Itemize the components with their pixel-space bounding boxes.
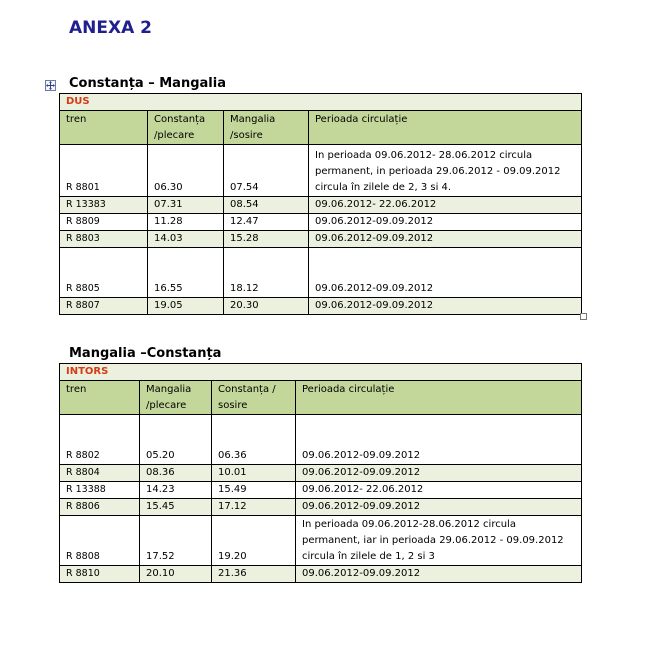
departure-cell: 06.30: [148, 145, 224, 197]
departure-cell: 08.36: [140, 465, 212, 482]
table-row: [60, 516, 582, 566]
departure-cell: 14.23: [140, 482, 212, 499]
departure-cell: 14.03: [148, 231, 224, 248]
train-cell: R 8808: [60, 516, 140, 566]
page-title: ANEXA 2: [69, 18, 153, 38]
column-header-period: Perioada circulație: [296, 381, 582, 415]
departure-cell: 11.28: [148, 214, 224, 231]
table-row: [60, 482, 582, 499]
period-cell: 09.06.2012-09.09.2012: [296, 566, 582, 583]
table-row: [60, 298, 582, 315]
train-cell: R 8805: [60, 248, 148, 298]
period-cell: 09.06.2012-09.09.2012: [309, 298, 582, 315]
period-cell: 09.06.2012-09.09.2012: [309, 214, 582, 231]
column-header-departure: Constanța /plecare: [148, 111, 224, 145]
train-cell: R 8810: [60, 566, 140, 583]
table-move-handle-icon[interactable]: [45, 80, 56, 91]
period-cell: 09.06.2012-09.09.2012: [309, 248, 582, 298]
departure-cell: 20.10: [140, 566, 212, 583]
arrival-cell: 18.12: [224, 248, 309, 298]
table-row: [60, 499, 582, 516]
table-row: [60, 214, 582, 231]
table-row: [60, 145, 582, 197]
column-header-train: tren: [60, 111, 148, 145]
table-row: [60, 566, 582, 583]
departure-cell: 17.52: [140, 516, 212, 566]
period-cell: 09.06.2012-09.09.2012: [309, 231, 582, 248]
train-cell: R 8802: [60, 415, 140, 465]
table-row: [60, 197, 582, 214]
arrival-cell: 17.12: [212, 499, 296, 516]
direction-label: DUS: [60, 94, 582, 111]
arrival-cell: 06.36: [212, 415, 296, 465]
arrival-cell: 12.47: [224, 214, 309, 231]
period-cell: In perioada 09.06.2012-28.06.2012 circula permanent, iar in perioada 29.06.2012 - 09.09.2012 circula în zilele de 1, 2 si 3: [296, 516, 582, 566]
train-cell: R 8803: [60, 231, 148, 248]
table-row: [60, 415, 582, 465]
column-header-period: Perioada circulație: [309, 111, 582, 145]
train-cell: R 8804: [60, 465, 140, 482]
schedule-table-dus: [59, 93, 582, 315]
train-cell: R 13383: [60, 197, 148, 214]
column-header-train: tren: [60, 381, 140, 415]
departure-cell: 15.45: [140, 499, 212, 516]
arrival-cell: 21.36: [212, 566, 296, 583]
train-cell: R 8801: [60, 145, 148, 197]
table-resize-handle-icon[interactable]: [580, 313, 587, 320]
train-cell: R 8807: [60, 298, 148, 315]
header-row: [60, 381, 582, 415]
table-title: Mangalia –Constanța: [69, 346, 222, 361]
period-cell: 09.06.2012-09.09.2012: [296, 465, 582, 482]
departure-cell: 19.05: [148, 298, 224, 315]
direction-label: INTORS: [60, 364, 582, 381]
arrival-cell: 08.54: [224, 197, 309, 214]
column-header-arrival: Mangalia /sosire: [224, 111, 309, 145]
table-row: [60, 465, 582, 482]
column-header-arrival: Constanța / sosire: [212, 381, 296, 415]
arrival-cell: 15.28: [224, 231, 309, 248]
period-cell: 09.06.2012- 22.06.2012: [296, 482, 582, 499]
train-cell: R 8806: [60, 499, 140, 516]
header-row: [60, 111, 582, 145]
arrival-cell: 20.30: [224, 298, 309, 315]
arrival-cell: 15.49: [212, 482, 296, 499]
period-cell: In perioada 09.06.2012- 28.06.2012 circula permanent, in perioada 29.06.2012 - 09.09.2012 circula în zilele de 2, 3 si 4.: [309, 145, 582, 197]
table-title: Constanța – Mangalia: [69, 76, 226, 91]
period-cell: 09.06.2012-09.09.2012: [296, 415, 582, 465]
train-cell: R 8809: [60, 214, 148, 231]
departure-cell: 05.20: [140, 415, 212, 465]
arrival-cell: 19.20: [212, 516, 296, 566]
column-header-departure: Mangalia /plecare: [140, 381, 212, 415]
train-cell: R 13388: [60, 482, 140, 499]
period-cell: 09.06.2012-09.09.2012: [296, 499, 582, 516]
period-cell: 09.06.2012- 22.06.2012: [309, 197, 582, 214]
departure-cell: 07.31: [148, 197, 224, 214]
departure-cell: 16.55: [148, 248, 224, 298]
arrival-cell: 07.54: [224, 145, 309, 197]
table-row: [60, 231, 582, 248]
arrival-cell: 10.01: [212, 465, 296, 482]
schedule-table-intors: [59, 363, 582, 583]
table-row: [60, 248, 582, 298]
